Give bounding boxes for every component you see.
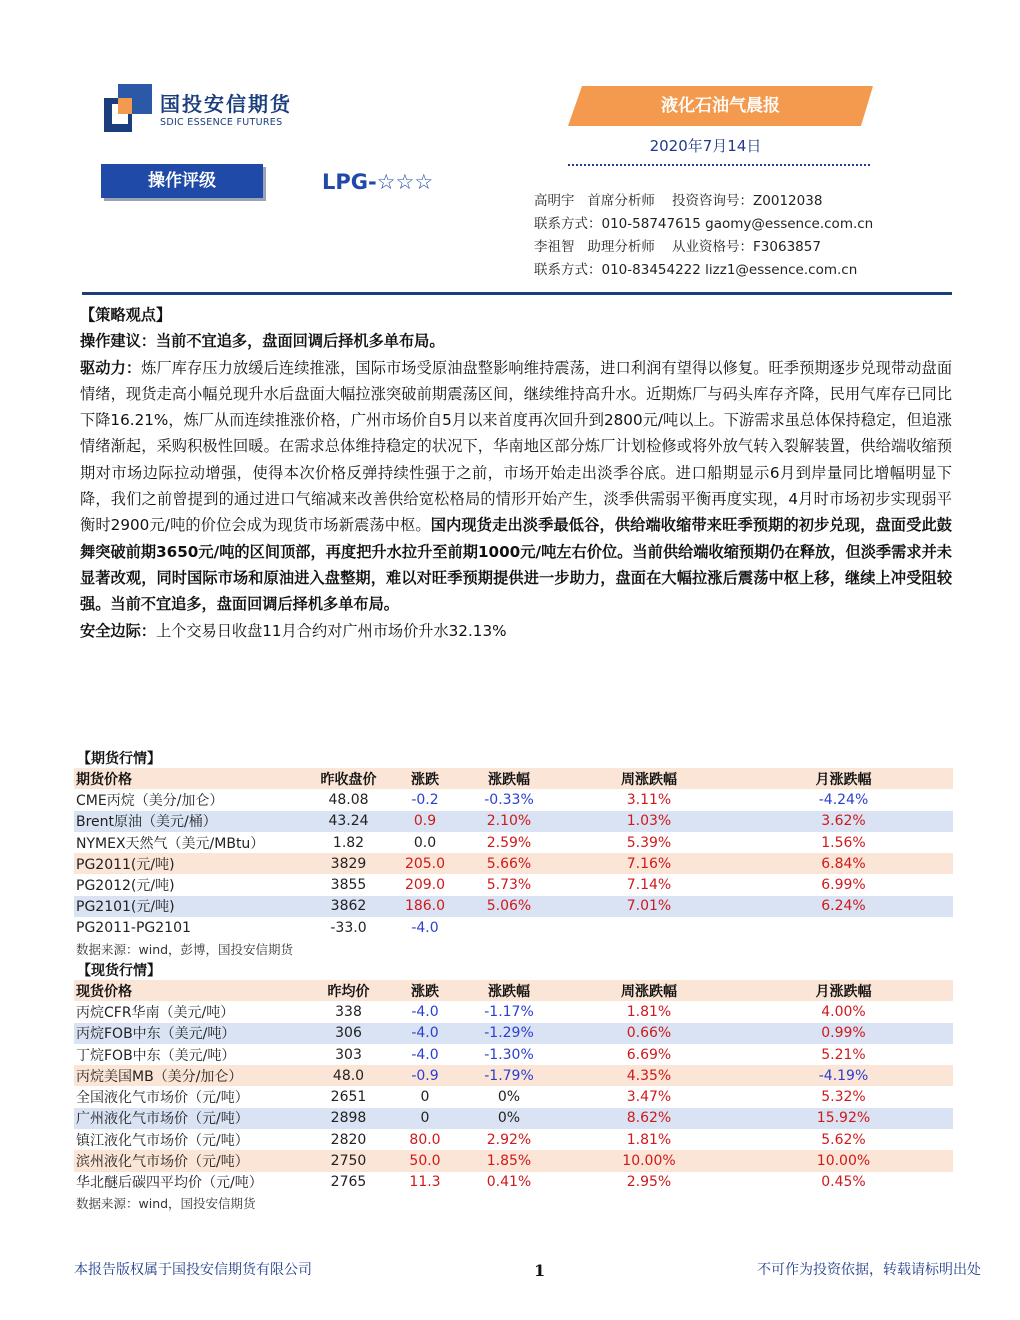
spot-section-title: 【现货行情】 (77, 963, 161, 979)
analyst-1-title: 高明宇 首席分析师 投资咨询号：Z0012038 (534, 193, 823, 209)
row-label-cell: NYMEX天然气（美元/MBtu） (74, 832, 301, 853)
row-label-cell: 广州液化气市场价（元/吨） (74, 1108, 301, 1129)
value-cell: 2651 (301, 1086, 396, 1107)
row-label-cell: 丙烷CFR华南（美元/吨） (74, 1001, 301, 1022)
value-cell: 0.41% (454, 1172, 564, 1193)
value-cell: -4.19% (734, 1065, 953, 1086)
value-cell: -0.33% (454, 789, 564, 810)
value-cell: -0.9 (396, 1065, 454, 1086)
value-cell: 3.62% (734, 811, 953, 832)
value-cell: 0.66% (564, 1023, 734, 1044)
company-logo (104, 84, 304, 134)
value-cell: -0.2 (396, 789, 454, 810)
value-cell: 6.24% (734, 896, 953, 917)
safety-paragraph (80, 618, 952, 644)
value-cell (454, 917, 564, 938)
value-cell: 5.21% (734, 1044, 953, 1065)
value-cell: 1.56% (734, 832, 953, 853)
column-header: 周涨跌幅 (564, 980, 734, 1001)
column-header: 涨跌幅 (454, 768, 564, 789)
rating-product-stars: LPG-☆☆☆ (322, 170, 434, 194)
row-label-cell: 丁烷FOB中东（美元/吨） (74, 1044, 301, 1065)
value-cell: 1.82 (301, 832, 396, 853)
value-cell: 0.0 (396, 832, 454, 853)
row-label-cell: PG2011-PG2101 (74, 917, 301, 938)
value-cell: 15.92% (734, 1108, 953, 1129)
strategy-heading: 【策略观点】 (80, 306, 172, 324)
value-cell: 209.0 (396, 874, 454, 895)
table-row (74, 896, 953, 917)
column-header: 周涨跌幅 (564, 768, 734, 789)
row-label-cell: CME丙烷（美分/加仑） (74, 789, 301, 810)
table-row (74, 1086, 953, 1107)
row-label-cell: 全国液化气市场价（元/吨） (74, 1086, 301, 1107)
value-cell: 338 (301, 1001, 396, 1022)
value-cell: 5.73% (454, 874, 564, 895)
value-cell: 50.0 (396, 1150, 454, 1171)
table-row (74, 1150, 953, 1171)
safety-text: 上个交易日收盘11月合约对广州市场价升水32.13% (155, 621, 507, 640)
value-cell: 2898 (301, 1108, 396, 1129)
table-row (74, 832, 953, 853)
table-row (74, 874, 953, 895)
analyst-2-title: 李祖智 助理分析师 从业资格号：F3063857 (534, 239, 821, 255)
rating-label-box (101, 164, 263, 198)
value-cell: -4.0 (396, 1023, 454, 1044)
value-cell: 2.92% (454, 1129, 564, 1150)
column-header: 涨跌 (396, 980, 454, 1001)
value-cell: 0 (396, 1086, 454, 1107)
futures-source: 数据来源：wind，彭博，国投安信期货 (76, 942, 294, 957)
column-header: 涨跌幅 (454, 980, 564, 1001)
value-cell: -1.79% (454, 1065, 564, 1086)
value-cell: 1.81% (564, 1001, 734, 1022)
rating-label: 操作评级 (148, 171, 216, 191)
row-label-cell: Brent原油（美元/桶） (74, 811, 301, 832)
value-cell: -1.30% (454, 1044, 564, 1065)
value-cell: 0% (454, 1108, 564, 1129)
value-cell: -4.24% (734, 789, 953, 810)
footer-copyright: 本报告版权属于国投安信期货有限公司 (74, 1262, 312, 1278)
row-label-cell: 滨州液化气市场价（元/吨） (74, 1150, 301, 1171)
driver-text: 炼厂库存压力放缓后连续推涨，国际市场受原油盘整影响维持震荡，进口利润有望得以修复。旺季预期逐步兑现带动盘面情绪，现货走高小幅兑现升水后盘面大幅拉涨突破前期震荡区间，继续维持高升水。近期炼厂与码头库存齐降，民用气库存已同比下降16.21%，炼厂从而连续推涨价格，广州市场价自5月以来首度再次回升到2800元/吨以上。下游需求虽总体保持稳定，但追涨情绪渐起，采购积极性回暖。在需求总体维持稳定的状况下，华南地区部分炼厂计划检修或将外放气转入裂解装置，供给端收缩预期对市场边际拉动增强，使得本次价格反弹持续性强于之前，市场开始走出淡季谷底。进口船期显示6月到岸量同比增幅明显下降，我们之前曾提到的通过进口气缩减来改善供给宽松格局的情形开始产生，淡季供需弱平衡再度实现，4月时市场初步实现弱平衡时2900元/吨的价位会成为现货市场新震荡中枢。 (80, 358, 953, 535)
value-cell: -4.0 (396, 917, 454, 938)
driver-paragraph (80, 355, 952, 618)
value-cell: 43.24 (301, 811, 396, 832)
column-header: 涨跌 (396, 768, 454, 789)
value-cell: 5.39% (564, 832, 734, 853)
advice-label: 操作建议： (80, 332, 156, 351)
page-number: 1 (534, 1261, 546, 1280)
report-title-banner (568, 86, 873, 126)
value-cell: 1.85% (454, 1150, 564, 1171)
value-cell: -4.0 (396, 1044, 454, 1065)
value-cell: 3.47% (564, 1086, 734, 1107)
column-header: 昨均价 (301, 980, 396, 1001)
strategy-section (80, 302, 952, 644)
row-label-cell: PG2011(元/吨) (74, 853, 301, 874)
value-cell: 10.00% (564, 1150, 734, 1171)
futures-table (74, 768, 953, 938)
column-header: 昨收盘价 (301, 768, 396, 789)
value-cell: 0% (454, 1086, 564, 1107)
value-cell: 48.0 (301, 1065, 396, 1086)
table-row (74, 1129, 953, 1150)
dotted-divider (568, 164, 870, 166)
value-cell: 2.95% (564, 1172, 734, 1193)
value-cell: 1.03% (564, 811, 734, 832)
column-header: 月涨跌幅 (734, 768, 953, 789)
value-cell: 186.0 (396, 896, 454, 917)
value-cell: 3855 (301, 874, 396, 895)
value-cell: 4.00% (734, 1001, 953, 1022)
table-row (74, 1044, 953, 1065)
footer-disclaimer: 不可作为投资依据，转载请标明出处 (757, 1262, 981, 1278)
advice-paragraph (80, 328, 952, 354)
row-label-cell: 镇江液化气市场价（元/吨） (74, 1129, 301, 1150)
value-cell: 5.62% (734, 1129, 953, 1150)
value-cell: 2750 (301, 1150, 396, 1171)
value-cell: 11.3 (396, 1172, 454, 1193)
analyst-1-contact: 联系方式：010-58747615 gaomy@essence.com.cn (534, 216, 874, 232)
value-cell: -1.29% (454, 1023, 564, 1044)
header-divider (82, 292, 952, 295)
table-row (74, 789, 953, 810)
value-cell: 4.35% (564, 1065, 734, 1086)
table-row (74, 1001, 953, 1022)
table-header-row (74, 768, 953, 789)
row-label-cell: 丙烷FOB中东（美元/吨） (74, 1023, 301, 1044)
row-label-cell: 丙烷美国MB（美分/加仑） (74, 1065, 301, 1086)
value-cell: 6.69% (564, 1044, 734, 1065)
spot-source: 数据来源：wind，国投安信期货 (76, 1196, 256, 1211)
value-cell: 80.0 (396, 1129, 454, 1150)
spot-table (74, 980, 953, 1193)
table-row (74, 917, 953, 938)
value-cell: 0.99% (734, 1023, 953, 1044)
value-cell: -33.0 (301, 917, 396, 938)
value-cell: 2765 (301, 1172, 396, 1193)
analyst-2-contact: 联系方式：010-83454222 lizz1@essence.com.cn (534, 262, 858, 278)
value-cell: 5.66% (454, 853, 564, 874)
value-cell: 6.84% (734, 853, 953, 874)
table-row (74, 1023, 953, 1044)
column-header: 期货价格 (74, 768, 301, 789)
futures-section-title: 【期货行情】 (77, 751, 161, 767)
value-cell: 10.00% (734, 1150, 953, 1171)
value-cell: 2820 (301, 1129, 396, 1150)
logo-english-name: SDIC ESSENCE FUTURES (160, 117, 283, 128)
value-cell: 2.59% (454, 832, 564, 853)
value-cell (734, 917, 953, 938)
row-label-cell: PG2012(元/吨) (74, 874, 301, 895)
table-row (74, 811, 953, 832)
driver-label: 驱动力： (80, 358, 142, 377)
value-cell: 1.81% (564, 1129, 734, 1150)
value-cell (564, 917, 734, 938)
table-header-row (74, 980, 953, 1001)
logo-mark-icon (104, 84, 152, 132)
value-cell: -1.17% (454, 1001, 564, 1022)
value-cell: 0.9 (396, 811, 454, 832)
column-header: 月涨跌幅 (734, 980, 953, 1001)
value-cell: 6.99% (734, 874, 953, 895)
safety-label: 安全边际： (80, 621, 156, 640)
driver-conclusion: 国内现货走出淡季最低谷，供给端收缩带来旺季预期的初步兑现，盘面受此鼓舞突破前期3650元/吨的区间顶部，再度把升水拉升至前期1000元/吨左右价位。当前供给端收缩预期仍在释放，但淡季需求并未显著改观，同时国际市场和原油进入盘整期，难以对旺季预期提供进一步助力，盘面在大幅拉涨后震荡中枢上移，继续上冲受阻较强。当前不宜追多，盘面回调后择机多单布局。 (80, 516, 952, 614)
report-title: 液化石油气晨报 (661, 96, 780, 116)
value-cell: 306 (301, 1023, 396, 1044)
value-cell: 5.06% (454, 896, 564, 917)
table-row (74, 1108, 953, 1129)
row-label-cell: PG2101(元/吨) (74, 896, 301, 917)
value-cell: 5.32% (734, 1086, 953, 1107)
logo-chinese-name: 国投安信期货 (160, 92, 292, 116)
report-date: 2020年7月14日 (649, 137, 762, 155)
column-header: 现货价格 (74, 980, 301, 1001)
value-cell: 7.14% (564, 874, 734, 895)
value-cell: 7.16% (564, 853, 734, 874)
value-cell: 0 (396, 1108, 454, 1129)
value-cell: 8.62% (564, 1108, 734, 1129)
value-cell: 3862 (301, 896, 396, 917)
value-cell: 0.45% (734, 1172, 953, 1193)
table-row (74, 1065, 953, 1086)
value-cell: 303 (301, 1044, 396, 1065)
table-row (74, 1172, 953, 1193)
value-cell: -4.0 (396, 1001, 454, 1022)
value-cell: 48.08 (301, 789, 396, 810)
value-cell: 3.11% (564, 789, 734, 810)
row-label-cell: 华北醚后碳四平均价（元/吨） (74, 1172, 301, 1193)
value-cell: 3829 (301, 853, 396, 874)
value-cell: 205.0 (396, 853, 454, 874)
table-row (74, 853, 953, 874)
advice-text: 当前不宜追多，盘面回调后择机多单布局。 (155, 332, 445, 351)
value-cell: 2.10% (454, 811, 564, 832)
value-cell: 7.01% (564, 896, 734, 917)
